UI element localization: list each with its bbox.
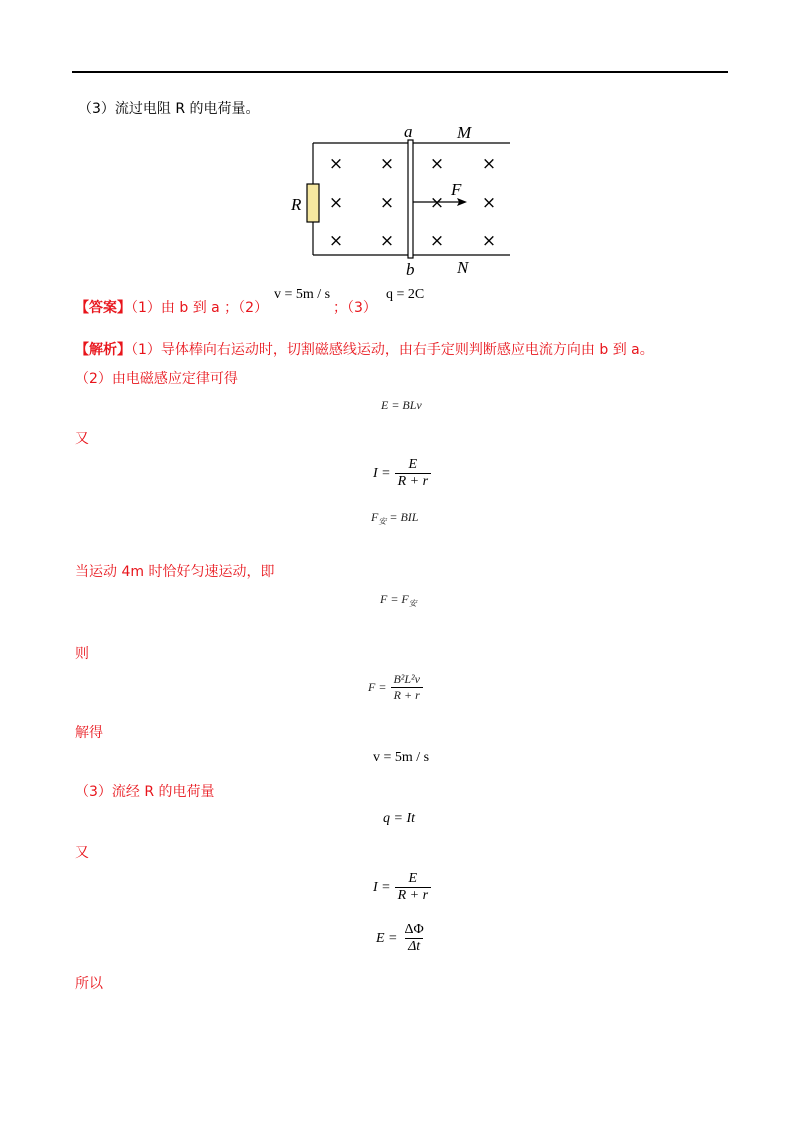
eq-f2-lhs: F = — [368, 680, 387, 694]
field-cross: × — [379, 154, 395, 174]
analysis-line1 — [75, 341, 654, 359]
label-R: R — [291, 195, 302, 214]
field-cross: × — [379, 231, 395, 251]
eq-ampere-force — [371, 510, 418, 527]
eq-current2-lhs: I = — [373, 879, 391, 895]
eq-f-eq-sub: 安 — [408, 599, 417, 608]
field-cross: × — [379, 193, 395, 213]
eq-e2-num: ΔΦ — [404, 922, 424, 937]
eq-e2-den: Δt — [405, 938, 423, 955]
answer-q-value: q = 2C — [386, 287, 425, 302]
question-3-text: （3）流过电阻 R 的电荷量。 — [78, 101, 260, 117]
analysis-line3: （3）流经 R 的电荷量 — [75, 784, 215, 800]
eq-fan-rhs: = BIL — [389, 510, 419, 524]
field-cross: × — [429, 193, 445, 213]
eq-current2-den: R + r — [395, 887, 431, 904]
jiede-text: 解得 — [75, 725, 103, 741]
eq-current-num: E — [408, 457, 418, 472]
eq-e2-lhs: E = — [376, 930, 398, 946]
analysis-line2: （2）由电磁感应定律可得 — [75, 371, 238, 387]
eq-fan-sub: 安 — [378, 517, 387, 526]
label-b: b — [406, 260, 415, 279]
eq-f-eq: F = F — [380, 592, 409, 606]
eq-velocity: v = 5m / s — [373, 750, 430, 765]
label-M: M — [457, 123, 472, 142]
field-cross: × — [481, 154, 497, 174]
suoyi-text: 所以 — [75, 976, 103, 992]
when-4m-text: 当运动 4m 时恰好匀速运动，即 — [75, 564, 275, 580]
field-cross: × — [481, 193, 497, 213]
resistor — [307, 184, 319, 222]
header-rule — [72, 71, 728, 73]
conductor-rod — [408, 140, 413, 258]
label-N: N — [457, 258, 469, 277]
eq-emf: E = BLv — [381, 398, 422, 412]
label-a: a — [404, 122, 413, 141]
eq-charge: q = It — [383, 811, 415, 826]
eq-f2-num: B²L²v — [393, 672, 420, 686]
eq-emf-flux — [376, 922, 427, 955]
field-cross: × — [328, 231, 344, 251]
eq-force-expression — [368, 672, 423, 703]
ze-text: 则 — [75, 646, 89, 662]
answer-line — [75, 299, 268, 317]
eq-f2-den: R + r — [391, 687, 423, 703]
answer-sep: ；（3） — [333, 300, 377, 316]
eq-fan-lhs: F — [371, 510, 379, 524]
field-cross: × — [328, 154, 344, 174]
analysis-text1: （1）导体棒向右运动时，切割磁感线运动，由右手定则判断感应电流方向由 b 到 a。 — [131, 342, 654, 358]
circuit-figure — [285, 122, 520, 280]
eq-force-balance — [380, 592, 417, 609]
answer-v-value: v = 5m / s — [274, 287, 331, 302]
eq-current-den: R + r — [395, 473, 431, 490]
eq-current — [373, 457, 431, 490]
analysis-tag: 【解析】 — [75, 342, 131, 358]
eq-current-2 — [373, 871, 431, 904]
field-cross: × — [328, 193, 344, 213]
field-cross: × — [429, 154, 445, 174]
you-2: 又 — [75, 845, 89, 861]
label-F: F — [451, 180, 462, 199]
answer-tag: 【答案】 — [75, 300, 131, 316]
eq-current2-num: E — [408, 871, 418, 886]
eq-current-lhs: I = — [373, 465, 391, 481]
field-cross: × — [429, 231, 445, 251]
you-1: 又 — [75, 431, 89, 447]
answer-part1: （1）由 b 到 a ；（2） — [131, 300, 269, 316]
field-cross: × — [481, 231, 497, 251]
